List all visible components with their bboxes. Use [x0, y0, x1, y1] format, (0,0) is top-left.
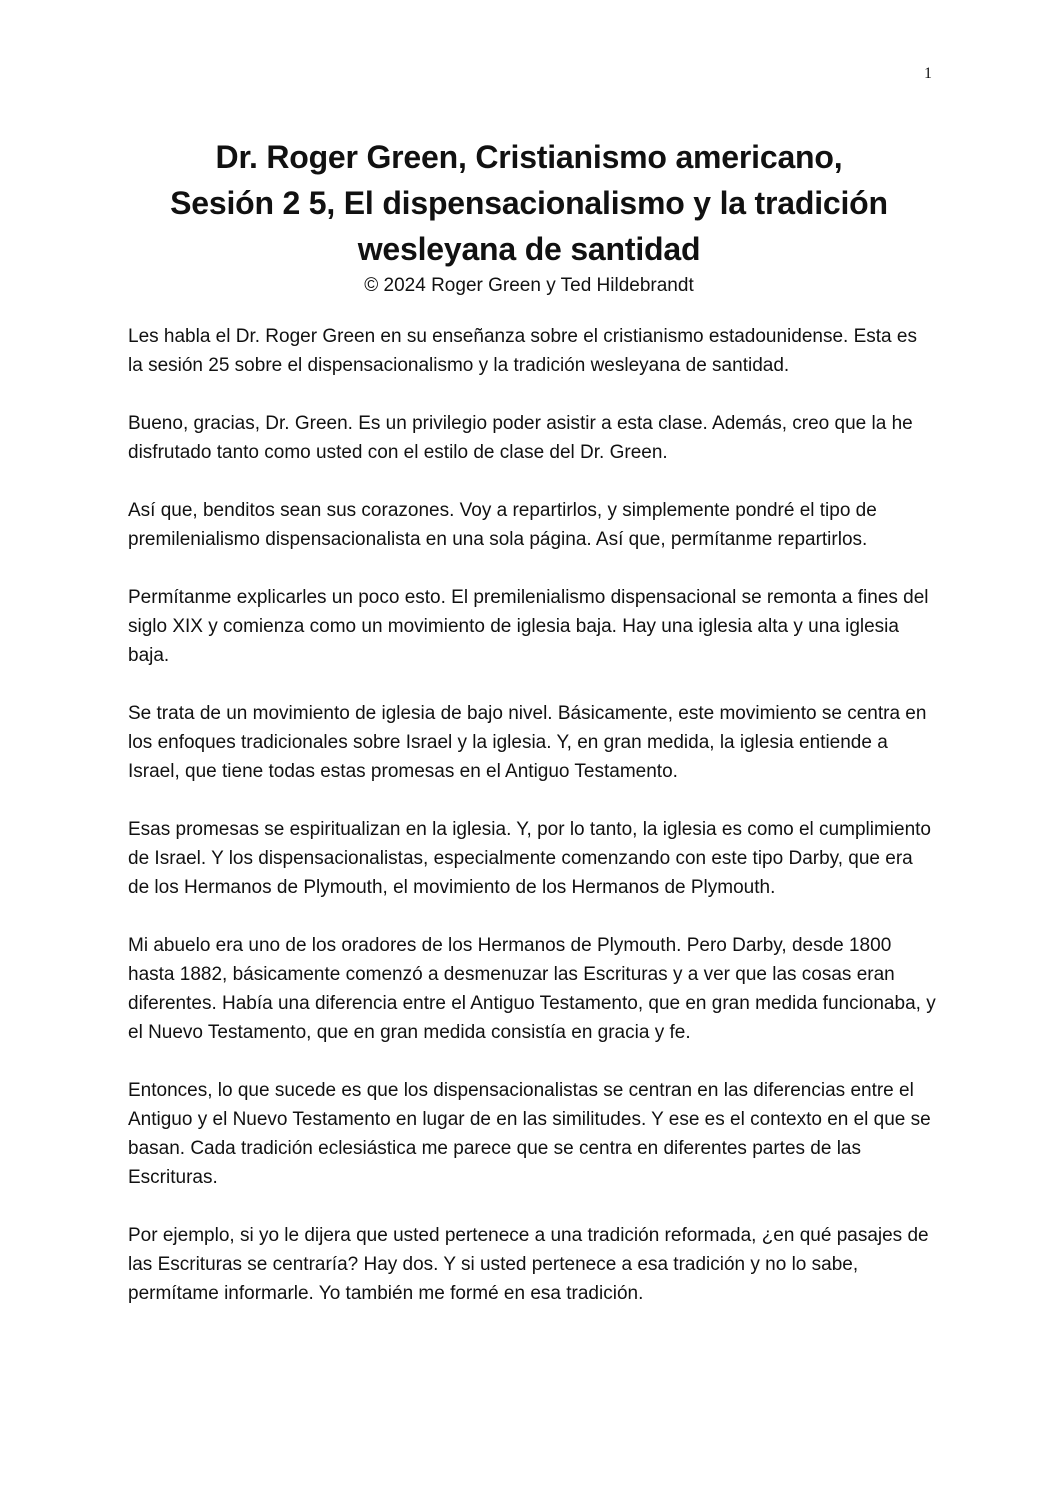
- body-text: [128, 322, 936, 1337]
- paragraph: Bueno, gracias, Dr. Green. Es un privilegio poder asistir a esta clase. Además, creo que la he disfrutado tanto como usted con el estilo de clase del Dr. Green.: [128, 413, 913, 463]
- paragraph: Les habla el Dr. Roger Green en su enseñanza sobre el cristianismo estadounidense. Esta es la sesión 25 sobre el dispensacionalismo y la tradición wesleyana de santidad.: [128, 326, 917, 376]
- page-number: 1: [924, 65, 932, 82]
- title-line: Dr. Roger Green, Cristianismo americano,: [215, 139, 843, 175]
- title-line: wesleyana de santidad: [357, 231, 701, 267]
- paragraph: Se trata de un movimiento de iglesia de bajo nivel. Básicamente, este movimiento se centra en los enfoques tradicionales sobre Israel y la iglesia. Y, en gran medida, la iglesia entiende a Israel, que tiene todas estas promesas en el Antiguo Testamento.: [128, 703, 927, 782]
- title-line: Sesión 2 5, El dispensacionalismo y la tradición: [170, 185, 888, 221]
- paragraph: Entonces, lo que sucede es que los dispensacionalistas se centran en las diferencias entre el Antiguo y el Nuevo Testamento en lugar de en las similitudes. Y ese es el contexto en el que se basan. Cada tradición eclesiástica me parece que se centra en diferentes partes de las Escrituras.: [128, 1080, 931, 1188]
- document-title: [100, 134, 958, 272]
- paragraph: Por ejemplo, si yo le dijera que usted pertenece a una tradición reformada, ¿en qué pasajes de las Escrituras se centraría? Hay dos. Y si usted pertenece a esa tradición y no lo sabe, permítame informarle. Yo también me formé en esa tradición.: [128, 1225, 929, 1304]
- paragraph: Permítanme explicarles un poco esto. El premilenialismo dispensacional se remonta a fines del siglo XIX y comienza como un movimiento de iglesia baja. Hay una iglesia alta y una iglesia baja.: [128, 587, 929, 666]
- paragraph: Esas promesas se espiritualizan en la iglesia. Y, por lo tanto, la iglesia es como el cumplimiento de Israel. Y los dispensacionalistas, especialmente comenzando con este tipo Darby, que era de los Hermanos de Plymouth, el movimiento de los Hermanos de Plymouth.: [128, 819, 931, 898]
- title-block: [100, 134, 958, 298]
- paragraph: Así que, benditos sean sus corazones. Voy a repartirlos, y simplemente pondré el tipo de premilenialismo dispensacionalista en una sola página. Así que, permítanme repartirlos.: [128, 500, 877, 550]
- paragraph: Mi abuelo era uno de los oradores de los Hermanos de Plymouth. Pero Darby, desde 1800 hasta 1882, básicamente comenzó a desmenuzar las Escrituras y a ver que las cosas eran diferentes. Había una diferencia entre el Antiguo Testamento, que en gran medida funcionaba, y el Nuevo Testamento, que en gran medida consistía en gracia y fe.: [128, 935, 936, 1043]
- copyright-line: © 2024 Roger Green y Ted Hildebrandt: [364, 275, 694, 296]
